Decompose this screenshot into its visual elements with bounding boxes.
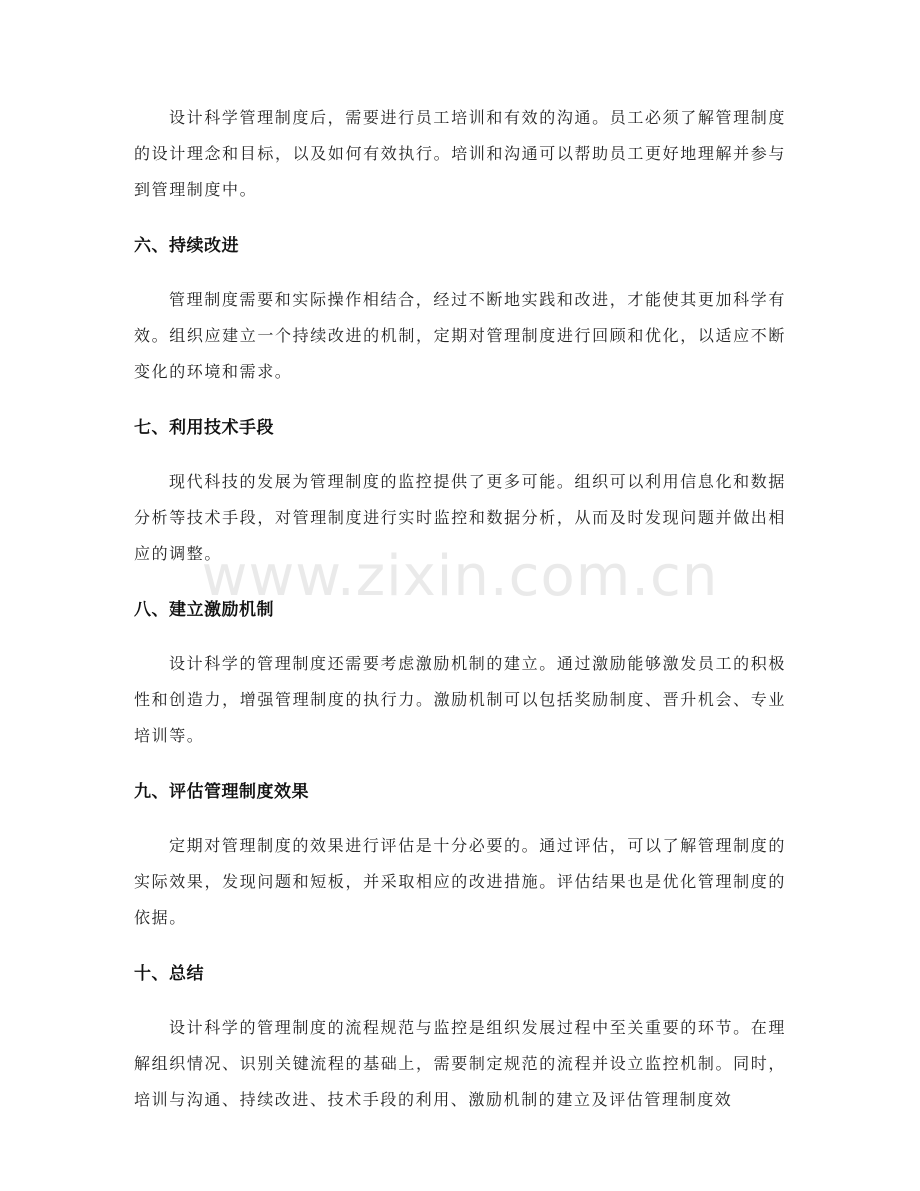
spacer — [134, 448, 786, 464]
section-paragraph-7: 现代科技的发展为管理制度的监控提供了更多可能。组织可以利用信息化和数据分析等技术手段，对管理制度进行实时监控和数据分析，从而及时发现问题并做出相应的调整。 — [134, 472, 786, 563]
section-heading-8: 八、建立激励机制 — [134, 600, 274, 620]
section-paragraph-6: 管理制度需要和实际操作相结合，经过不断地实践和改进，才能使其更加科学有效。组织应建立一个持续改进的机制，定期对管理制度进行回顾和优化，以适应不断变化的环境和需求。 — [134, 290, 786, 381]
spacer — [134, 812, 786, 828]
intro-paragraph: 设计科学管理制度后，需要进行员工培训和有效的沟通。员工必须了解管理制度的设计理念和目标，以及如何有效执行。培训和沟通可以帮助员工更好地理解并参与到管理制度中。 — [134, 108, 786, 199]
document-body — [134, 100, 786, 1118]
section-heading-9: 九、评估管理制度效果 — [134, 782, 309, 802]
section-heading-6: 六、持续改进 — [134, 236, 239, 256]
spacer — [134, 266, 786, 282]
spacer — [134, 936, 786, 954]
spacer — [134, 572, 786, 590]
spacer — [134, 390, 786, 408]
section-paragraph-8: 设计科学的管理制度还需要考虑激励机制的建立。通过激励能够激发员工的积极性和创造力，增强管理制度的执行力。激励机制可以包括奖励制度、晋升机会、专业培训等。 — [134, 654, 786, 745]
section-paragraph-10: 设计科学的管理制度的流程规范与监控是组织发展过程中至关重要的环节。在理解组织情况、识别关键流程的基础上，需要制定规范的流程并设立监控机制。同时，培训与沟通、持续改进、技术手段的利用、激励机制的建立及评估管理制度效 — [134, 1018, 786, 1109]
section-heading-10: 十、总结 — [134, 964, 204, 984]
spacer — [134, 208, 786, 226]
section-paragraph-9: 定期对管理制度的效果进行评估是十分必要的。通过评估，可以了解管理制度的实际效果，发现问题和短板，并采取相应的改进措施。评估结果也是优化管理制度的依据。 — [134, 836, 786, 927]
spacer — [134, 754, 786, 772]
spacer — [134, 630, 786, 646]
section-heading-7: 七、利用技术手段 — [134, 418, 274, 438]
spacer — [134, 994, 786, 1010]
watermark: www.zixin.com.cn — [201, 544, 719, 609]
